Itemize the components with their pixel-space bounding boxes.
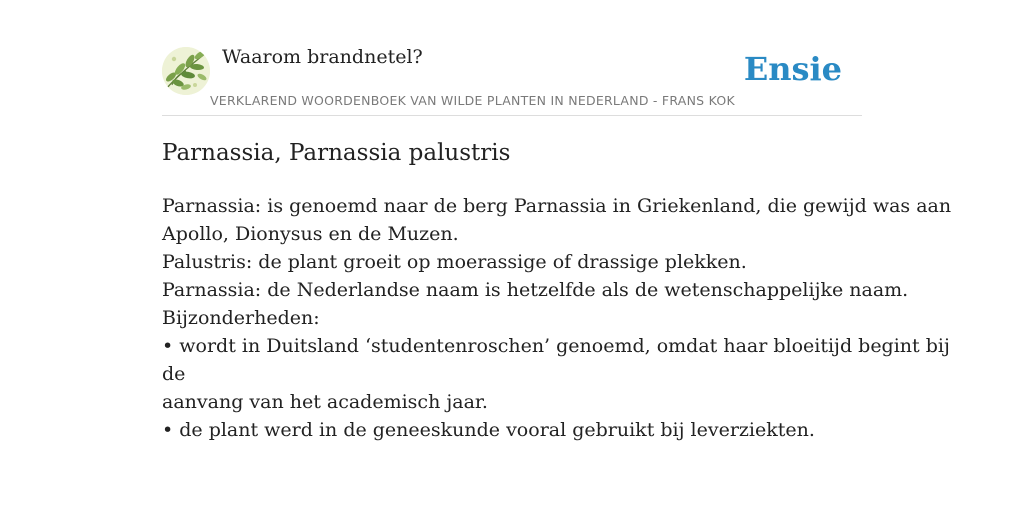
entry-line: aanvang van het academisch jaar. [162, 391, 488, 413]
source-header [162, 44, 862, 116]
source-avatar[interactable] [162, 47, 210, 95]
entry-line: Palustris: de plant groeit op moerassige of drassige plekken. [162, 251, 747, 273]
source-subtitle[interactable]: VERKLAREND WOORDENBOEK VAN WILDE PLANTEN IN NEDERLAND - FRANS KOK [210, 93, 735, 108]
entry-line: Parnassia: de Nederlandse naam is hetzelfde als de wetenschappelijke naam. [162, 279, 909, 301]
entry-line: • de plant werd in de geneeskunde vooral gebruikt bij leverziekten. [162, 419, 815, 441]
entry-line: de [162, 363, 186, 385]
entry-body [162, 192, 952, 444]
plant-illustration-icon [162, 47, 210, 95]
header-divider [162, 115, 862, 116]
entry-line: Apollo, Dionysus en de Muzen. [162, 223, 459, 245]
source-title[interactable]: Waarom brandnetel? [222, 46, 423, 68]
entry-line: Parnassia: is genoemd naar de berg Parnassia in Griekenland, die gewijd was aan [162, 195, 952, 217]
entry-title: Parnassia, Parnassia palustris [162, 140, 511, 166]
ensie-logo[interactable]: Ensie [743, 50, 842, 88]
entry-line: • wordt in Duitsland ‘studentenroschen’ genoemd, omdat haar bloeitijd begint bij [162, 335, 950, 357]
entry-line: Bijzonderheden: [162, 307, 320, 329]
